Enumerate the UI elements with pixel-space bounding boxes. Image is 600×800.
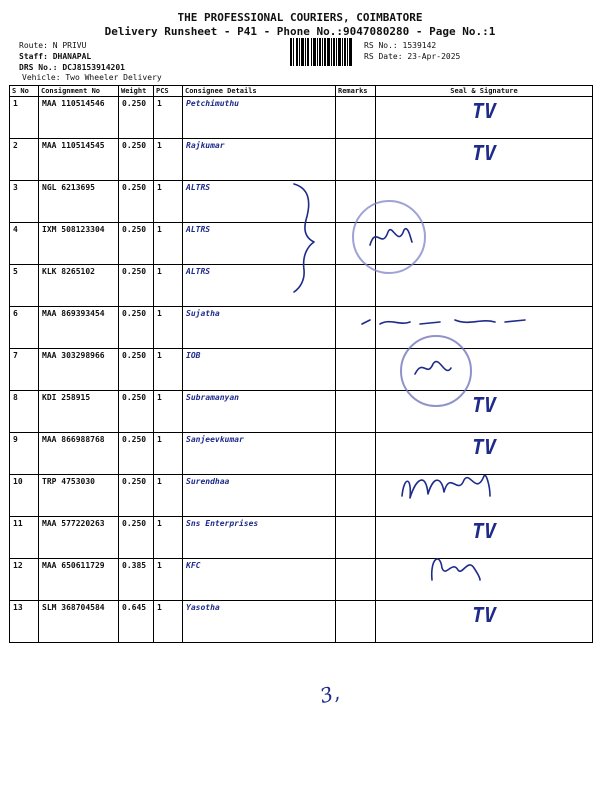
staff-label: Staff: DHANAPAL (19, 52, 92, 61)
col-header-consignee: Consignee Details (183, 86, 336, 97)
row-remarks (336, 475, 376, 517)
row-pcs: 1 (154, 475, 183, 517)
row-sno: 5 (10, 265, 39, 307)
row-sno: 4 (10, 223, 39, 265)
row-pcs: 1 (154, 517, 183, 559)
row-weight: 0.250 (119, 307, 154, 349)
row-consignment: MAA 650611729 (39, 559, 119, 601)
row-remarks (336, 391, 376, 433)
row-weight: 0.250 (119, 181, 154, 223)
row-sno: 2 (10, 139, 39, 181)
row-weight: 0.250 (119, 391, 154, 433)
row-weight: 0.250 (119, 97, 154, 139)
row-consignment: KDI 258915 (39, 391, 119, 433)
row-consignment: MAA 869393454 (39, 307, 119, 349)
table-header-row (10, 86, 593, 97)
row-consignee: Sanjeevkumar (183, 433, 336, 475)
row-weight: 0.645 (119, 601, 154, 643)
row-consignee: Petchimuthu (183, 97, 336, 139)
page-mark: 3, (317, 679, 342, 709)
row-sno: 8 (10, 391, 39, 433)
row-sno: 11 (10, 517, 39, 559)
row-weight: 0.250 (119, 139, 154, 181)
table-row (10, 391, 593, 433)
row-signature (376, 265, 593, 307)
table-row (10, 97, 593, 139)
row-signature: TV (376, 97, 593, 139)
row-consignee: ALTRS (183, 181, 336, 223)
row-signature: TV (376, 391, 593, 433)
row-pcs: 1 (154, 97, 183, 139)
row-remarks (336, 349, 376, 391)
drs-number: DRS No.: DCJ8153914201 (19, 63, 125, 72)
barcode-image (290, 38, 352, 66)
row-consignee: Subramanyan (183, 391, 336, 433)
table-row (10, 517, 593, 559)
row-consignment: MAA 110514546 (39, 97, 119, 139)
row-consignee: Yasotha (183, 601, 336, 643)
row-consignee: IOB (183, 349, 336, 391)
row-consignment: TRP 4753030 (39, 475, 119, 517)
signature-scribble (428, 550, 483, 585)
row-consignment: NGL 6213695 (39, 181, 119, 223)
row-weight: 0.250 (119, 517, 154, 559)
table-row (10, 601, 593, 643)
row-sno: 13 (10, 601, 39, 643)
signature-scribble (413, 356, 453, 381)
rs-number: RS No.: 1539142 (364, 41, 437, 50)
row-remarks (336, 601, 376, 643)
row-sno: 6 (10, 307, 39, 349)
row-pcs: 1 (154, 391, 183, 433)
route-label: Route: N PRIVU (19, 41, 87, 50)
row-remarks (336, 517, 376, 559)
signature-scribble (398, 466, 493, 506)
table-row (10, 559, 593, 601)
row-sno: 1 (10, 97, 39, 139)
row-consignment: MAA 110514545 (39, 139, 119, 181)
col-header-signature: Seal & Signature (376, 86, 593, 97)
row-consignment: SLM 368704584 (39, 601, 119, 643)
row-remarks (336, 139, 376, 181)
row-pcs: 1 (154, 559, 183, 601)
row-pcs: 1 (154, 265, 183, 307)
row-weight: 0.250 (119, 265, 154, 307)
runsheet-subtitle: Delivery Runsheet - P41 - Phone No.:9047080280 - Page No.:1 (104, 25, 496, 38)
row-signature: TV (376, 517, 593, 559)
row-pcs: 1 (154, 307, 183, 349)
table-row (10, 475, 593, 517)
row-weight: 0.250 (119, 223, 154, 265)
row-pcs: 1 (154, 433, 183, 475)
vehicle-label: Vehicle: Two Wheeler Delivery (22, 73, 162, 82)
table-row (10, 433, 593, 475)
row-sno: 9 (10, 433, 39, 475)
rs-date: RS Date: 23-Apr-2025 (364, 52, 461, 61)
row-sno: 12 (10, 559, 39, 601)
row-weight: 0.385 (119, 559, 154, 601)
row-consignee: Sujatha (183, 307, 336, 349)
bracket-mark (290, 180, 320, 295)
row-pcs: 1 (154, 601, 183, 643)
row-signature (376, 559, 593, 601)
row-consignee: Surendhaa (183, 475, 336, 517)
row-pcs: 1 (154, 223, 183, 265)
row-sno: 7 (10, 349, 39, 391)
row-consignee: ALTRS (183, 223, 336, 265)
remark-scribble (360, 312, 530, 332)
row-remarks (336, 97, 376, 139)
row-pcs: 1 (154, 349, 183, 391)
row-weight: 0.250 (119, 433, 154, 475)
row-remarks (336, 559, 376, 601)
row-consignee: Rajkumar (183, 139, 336, 181)
row-remarks (336, 433, 376, 475)
row-consignee: KFC (183, 559, 336, 601)
company-title: THE PROFESSIONAL COURIERS, COIMBATORE (177, 11, 423, 24)
row-remarks (336, 265, 376, 307)
row-signature: TV (376, 601, 593, 643)
row-weight: 0.250 (119, 349, 154, 391)
row-consignment: MAA 866988768 (39, 433, 119, 475)
col-header-consignment: Consignment No (39, 86, 119, 97)
row-consignment: MAA 303298966 (39, 349, 119, 391)
table-row (10, 349, 593, 391)
col-header-remarks: Remarks (336, 86, 376, 97)
row-sno: 3 (10, 181, 39, 223)
col-header-weight: Weight (119, 86, 154, 97)
row-sno: 10 (10, 475, 39, 517)
row-weight: 0.250 (119, 475, 154, 517)
row-signature: TV (376, 139, 593, 181)
row-pcs: 1 (154, 181, 183, 223)
row-signature: TV (376, 433, 593, 475)
row-consignee: Sns Enterprises (183, 517, 336, 559)
col-header-pcs: PCS (154, 86, 183, 97)
runsheet-table (9, 85, 593, 643)
table-row (10, 139, 593, 181)
row-consignment: MAA 577220263 (39, 517, 119, 559)
row-consignment: KLK 8265102 (39, 265, 119, 307)
row-pcs: 1 (154, 139, 183, 181)
row-consignee: ALTRS (183, 265, 336, 307)
signature-scribble (368, 220, 413, 255)
col-header-sno: S No (10, 86, 39, 97)
row-consignment: IXM 508123304 (39, 223, 119, 265)
